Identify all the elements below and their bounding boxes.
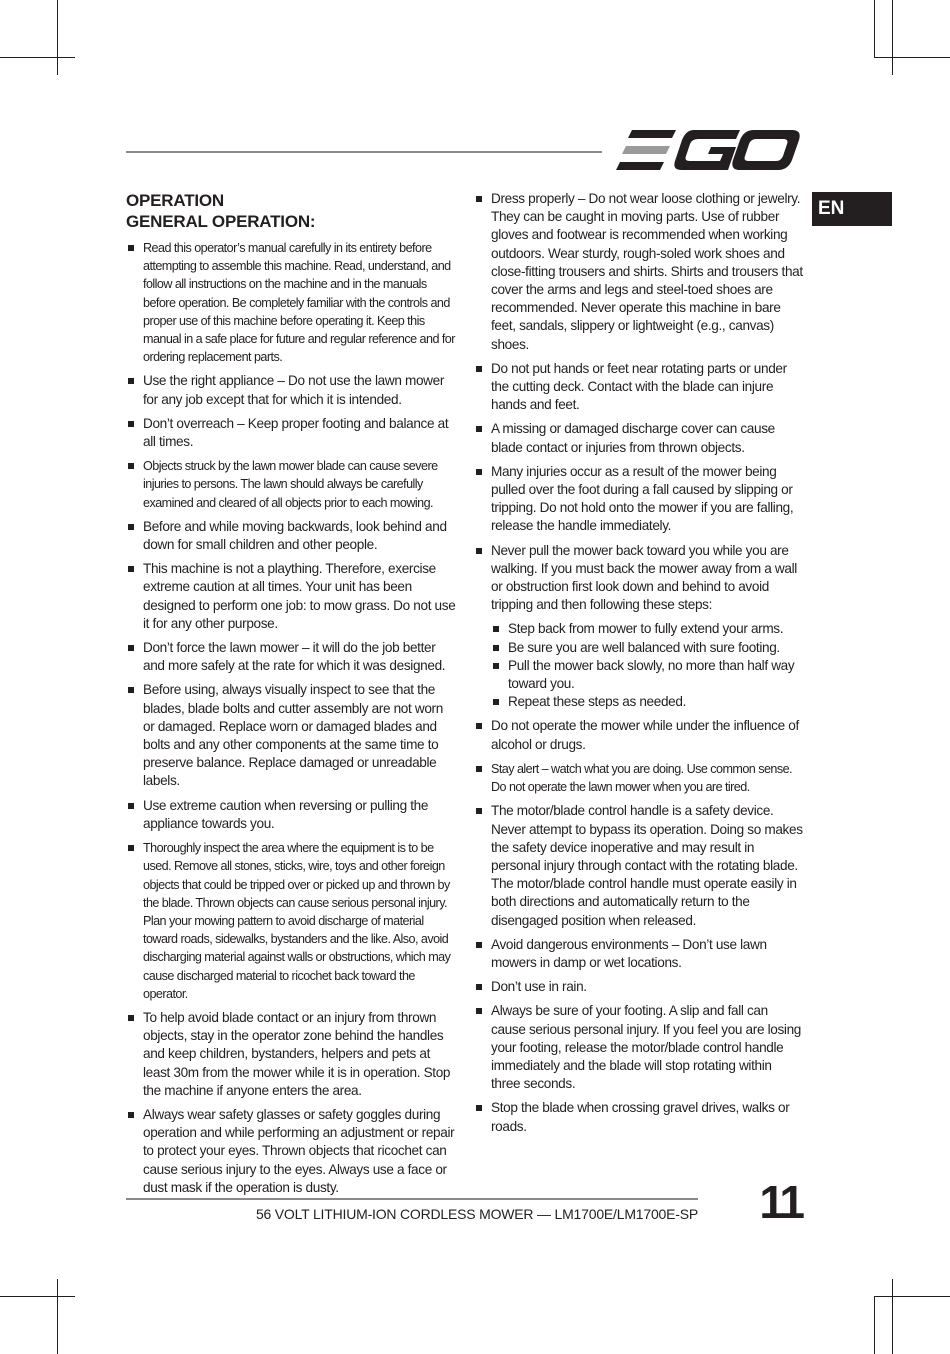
- list-item: Stop the blade when crossing gravel drives, walks or roads.: [474, 1099, 804, 1135]
- sub-step: Be sure you are well balanced with sure footing.: [491, 639, 804, 657]
- sub-step: Pull the mower back slowly, no more than half way toward you.: [491, 657, 804, 693]
- sub-step-list: [491, 620, 804, 711]
- list-item: Don’t overreach – Keep proper footing and balance at all times.: [126, 415, 456, 451]
- list-item: Objects struck by the lawn mower blade can cause severe injuries to persons. The lawn should always be carefully examined and cleared of all objects prior to each mowing.: [126, 457, 456, 512]
- list-item: Many injuries occur as a result of the mower being pulled over the foot during a fall caused by slipping or tripping. Do not hold onto the mower if you are falling, release the handle immediately.: [474, 463, 804, 536]
- crop-mark: [874, 57, 950, 58]
- page-number: 11: [759, 1176, 802, 1228]
- crop-mark: [57, 0, 58, 75]
- right-column: [474, 190, 804, 1142]
- list-item: Thoroughly inspect the area where the equipment is to be used. Remove all stones, sticks, wire, toys and other foreign objects that could be tripped over or picked up and thrown by the blade. Thrown objects can cause serious personal injury. Plan your mowing pattern to avoid discharge of material toward roads, sidewalks, bystanders and the like. Also, avoid discharging material against walls or obstructions, which may cause discharged material to ricochet back toward the operator.: [126, 839, 456, 1003]
- footer-rule: [126, 1198, 698, 1200]
- crop-mark: [874, 0, 875, 58]
- header-rule: [126, 151, 602, 153]
- sub-step: Step back from mower to fully extend your arms.: [491, 620, 804, 638]
- sub-step: Repeat these steps as needed.: [491, 693, 804, 711]
- heading-general-operation: GENERAL OPERATION:: [126, 212, 316, 231]
- list-item: A missing or damaged discharge cover can cause blade contact or injuries from thrown objects.: [474, 420, 804, 456]
- section-heading: [126, 190, 456, 232]
- footer-product-title: 56 VOLT LITHIUM-ION CORDLESS MOWER — LM1700E/LM1700E-SP: [255, 1206, 698, 1222]
- crop-mark: [874, 1296, 950, 1297]
- list-item: Don’t use in rain.: [474, 978, 804, 996]
- list-item: Dress properly – Do not wear loose clothing or jewelry. They can be caught in moving parts. Use of rubber gloves and footwear is recommended when working outdoors. Wear sturdy, rough-soled work shoes and close-fitting trousers and shirts. Shirts and trousers that cover the arms and legs and steel-toed shoes are recommended. Never operate this machine in bare feet, sandals, slippery or lightweight (e.g., canvas) shoes.: [474, 190, 804, 354]
- list-item: Before using, always visually inspect to see that the blades, blade bolts and cutter assembly are not worn or damaged. Replace worn or damaged blades and bolts and any other components at the same time to preserve balance. Replace damaged or unreadable labels.: [126, 681, 456, 790]
- list-item: The motor/blade control handle is a safety device. Never attempt to bypass its operation. Doing so makes the safety device inoperative and may result in personal injury through contact with the rotating blade. The motor/blade control handle must operate easily in both directions and automatically return to the disengaged position when released.: [474, 802, 804, 929]
- list-item: Do not put hands or feet near rotating parts or under the cutting deck. Contact with the blade can injure hands and feet.: [474, 360, 804, 415]
- list-item: Always be sure of your footing. A slip and fall can cause serious personal injury. If you feel you are losing your footing, release the motor/blade control handle immediately and the blade will stop rotating within three seconds.: [474, 1002, 804, 1093]
- list-item: Don’t force the lawn mower – it will do the job better and more safely at the rate for which it was designed.: [126, 639, 456, 675]
- crop-mark: [892, 1279, 893, 1354]
- left-column: [126, 190, 456, 1203]
- crop-mark: [0, 1296, 75, 1297]
- ego-logo: [616, 128, 800, 172]
- list-item: Always wear safety glasses or safety goggles during operation and while performing an adjustment or repair to protect your eyes. Thrown objects that ricochet can cause serious injury to the eyes. Always use a face or dust mask if the operation is dusty.: [126, 1106, 456, 1197]
- list-item: Use the right appliance – Do not use the lawn mower for any job except that for which it is intended.: [126, 372, 456, 408]
- left-bullet-list: [126, 239, 456, 1197]
- heading-operation: OPERATION: [126, 191, 225, 210]
- list-item: Before and while moving backwards, look behind and down for small children and other people.: [126, 518, 456, 554]
- list-item: To help avoid blade contact or an injury from thrown objects, stay in the operator zone behind the handles and keep children, bystanders, helpers and pets at least 30m from the mower while it is in operation. Stop the machine if anyone enters the area.: [126, 1009, 456, 1100]
- list-item: Do not operate the mower while under the influence of alcohol or drugs.: [474, 717, 804, 753]
- list-item: Stay alert – watch what you are doing. Use common sense. Do not operate the lawn mower when you are tired.: [474, 760, 804, 796]
- list-item-text: Never pull the mower back toward you while you are walking. If you must back the mower away from a wall or obstruction first look down and behind to avoid tripping and then following these steps:: [491, 542, 797, 613]
- list-item: Use extreme caution when reversing or pulling the appliance towards you.: [126, 797, 456, 833]
- crop-mark: [57, 1279, 58, 1354]
- list-item: Avoid dangerous environments – Don’t use lawn mowers in damp or wet locations.: [474, 936, 804, 972]
- list-item: Read this operator’s manual carefully in its entirety before attempting to assemble this machine. Read, understand, and follow all instructions on the machine and in the manuals before operation. Be completely familiar with the controls and proper use of this machine before operating it. Keep this manual in a safe place for future and regular reference and for ordering replacement parts.: [126, 239, 456, 366]
- crop-mark: [874, 1296, 875, 1354]
- list-item: This machine is not a plaything. Therefore, exercise extreme caution at all times. Your unit has been designed to perform one job: to mow grass. Do not use it for any other purpose.: [126, 560, 456, 633]
- right-bullet-list: [474, 190, 804, 1136]
- crop-mark: [0, 57, 75, 58]
- language-tab: EN: [812, 192, 892, 226]
- crop-mark: [892, 0, 893, 75]
- list-item-with-steps: [474, 542, 804, 712]
